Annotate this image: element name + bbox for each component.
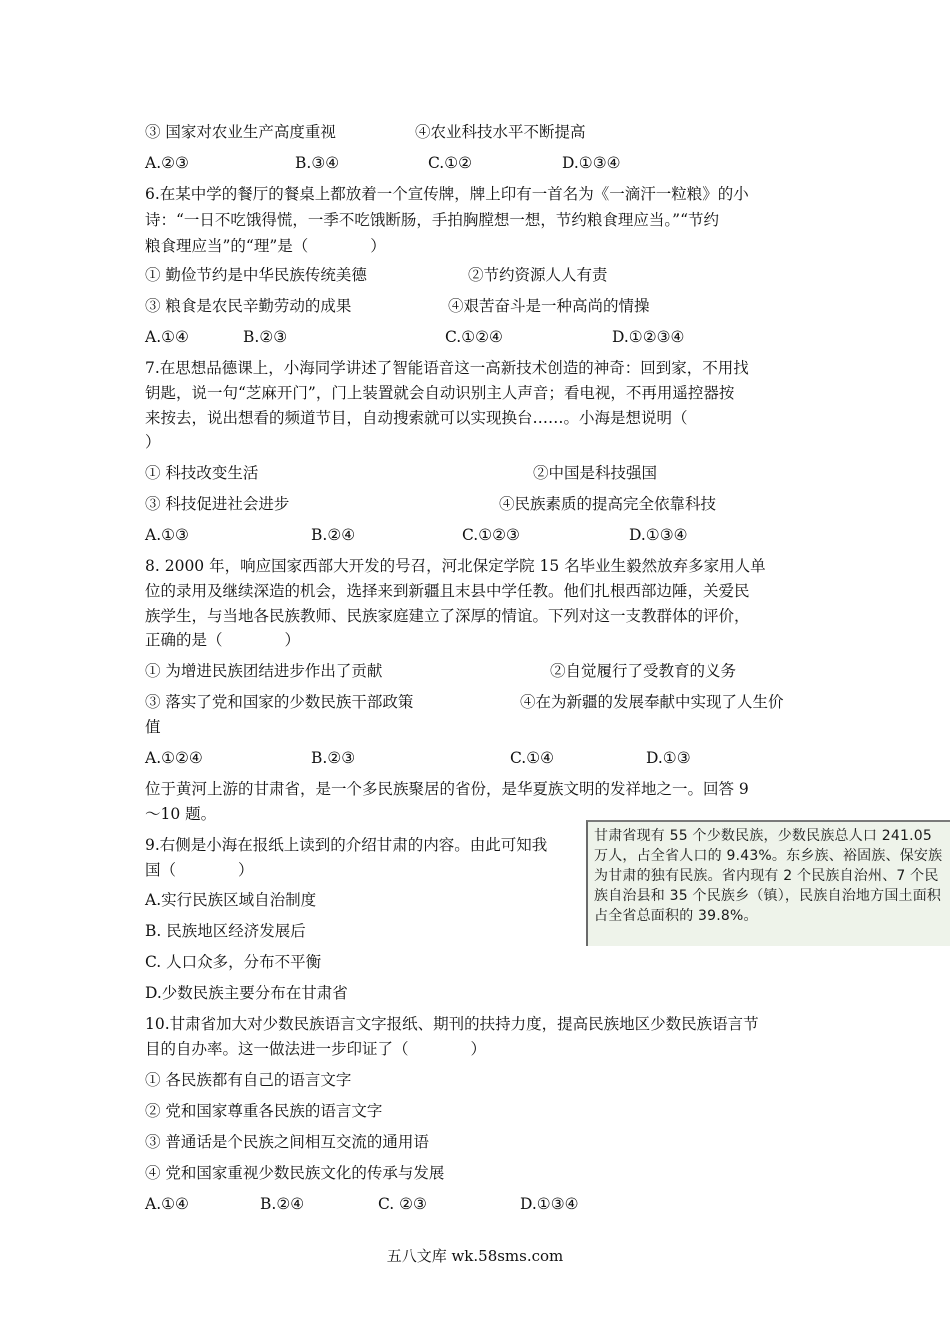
q10-option-d: D.①③④ [520, 1195, 579, 1213]
q5-option-a: A.②③ [145, 154, 189, 172]
q8-stem-line-1: 8. 2000 年，响应国家西部大开发的号召，河北保定学院 15 名毕业生毅然放弃多家用人单 [145, 557, 766, 575]
q10-option-a: A.①④ [145, 1195, 189, 1213]
q9-stem-line-1: 9.右侧是小海在报纸上读到的介绍甘肃的内容。由此可知我 [145, 836, 548, 854]
q10-item-2: ② 党和国家尊重各民族的语言文字 [145, 1102, 383, 1120]
q6-option-d: D.①②③④ [612, 328, 685, 346]
q8-option-c: C.①④ [510, 749, 555, 767]
q8-item-4-continued: 值 [145, 718, 161, 736]
q10-item-4: ④ 党和国家重视少数民族文化的传承与发展 [145, 1164, 445, 1182]
q10-option-b: B.②④ [260, 1195, 305, 1213]
q5-item-3: ③ 国家对农业生产高度重视 [145, 123, 336, 141]
intro-line-2: ～10 题。 [145, 805, 217, 823]
q9-option-b: B. 民族地区经济发展后 [145, 922, 306, 940]
q6-option-a: A.①④ [145, 328, 189, 346]
q8-stem-line-2: 位的录用及继续深造的机会，选择来到新疆且末县中学任教。他们扎根西部边陲，关爱民 [145, 582, 750, 600]
q6-item-2: ②节约资源人人有责 [468, 266, 608, 284]
q8-stem-line-3: 族学生，与当地各民族教师、民族家庭建立了深厚的情谊。下列对这一支教群体的评价， [145, 607, 750, 625]
q6-stem-line-2: 诗：“一日不吃饿得慌，一季不吃饿断肠，手拍胸膛想一想，节约粮食理应当。”“节约 [145, 211, 720, 229]
q6-stem-line-1: 6.在某中学的餐厅的餐桌上都放着一个宣传牌，牌上印有一首名为《一滴汗一粒粮》的小 [145, 185, 749, 203]
q7-stem-line-2: 钥匙，说一句“芝麻开门”，门上装置就会自动识别主人声音；看电视，不再用遥控器按 [145, 384, 735, 402]
q5-item-4: ④农业科技水平不断提高 [415, 123, 586, 141]
q9-option-c: C. 人口众多，分布不平衡 [145, 953, 322, 971]
q9-option-d: D.少数民族主要分布在甘肃省 [145, 984, 348, 1002]
q7-item-2: ②中国是科技强国 [533, 464, 658, 482]
intro-line-1: 位于黄河上游的甘肃省，是一个多民族聚居的省份，是华夏族文明的发祥地之一。回答 9 [145, 780, 749, 798]
q6-stem-line-3: 粮食理应当”的“理”是（ ） [145, 237, 386, 255]
q7-stem-line-3: 来按去，说出想看的频道节目，自动搜索就可以实现换台……。小海是想说明（ [145, 409, 688, 427]
q7-stem-line-4: ） [145, 433, 161, 451]
q8-item-4: ④在为新疆的发展奉献中实现了人生价 [520, 693, 784, 711]
newspaper-clipping [586, 820, 950, 946]
q8-option-a: A.①②④ [145, 749, 203, 767]
q9-option-a: A.实行民族区域自治制度 [145, 891, 317, 909]
q6-item-4: ④艰苦奋斗是一种高尚的情操 [448, 297, 650, 315]
q6-option-c: C.①②④ [445, 328, 503, 346]
q6-item-1: ① 勤俭节约是中华民族传统美德 [145, 266, 367, 284]
q6-option-b: B.②③ [243, 328, 288, 346]
q7-item-1: ① 科技改变生活 [145, 464, 259, 482]
q8-item-3: ③ 落实了党和国家的少数民族干部政策 [145, 693, 414, 711]
q7-option-d: D.①③④ [629, 526, 688, 544]
q5-option-c: C.①② [428, 154, 473, 172]
q9-stem-line-2: 国（ ） [145, 861, 254, 879]
q10-item-3: ③ 普通话是个民族之间相互交流的通用语 [145, 1133, 429, 1151]
q8-stem-line-4: 正确的是（ ） [145, 631, 301, 649]
q7-stem-line-1: 7.在思想品德课上，小海同学讲述了智能语音这一高新技术创造的神奇：回到家，不用找 [145, 359, 749, 377]
q5-option-b: B.③④ [295, 154, 340, 172]
q10-item-1: ① 各民族都有自己的语言文字 [145, 1071, 352, 1089]
q8-option-b: B.②③ [311, 749, 356, 767]
q10-stem-line-1: 10.甘肃省加大对少数民族语言文字报纸、期刊的扶持力度，提高民族地区少数民族语言节 [145, 1015, 759, 1033]
footer-watermark: 五八文库 wk.58sms.com [386, 1247, 564, 1265]
q10-stem-line-2: 目的自办率。这一做法进一步印证了（ ） [145, 1040, 487, 1058]
q8-item-2: ②自觉履行了受教育的义务 [550, 662, 737, 680]
q8-item-1: ① 为增进民族团结进步作出了贡献 [145, 662, 383, 680]
q10-option-c: C. ②③ [378, 1195, 427, 1213]
q7-option-a: A.①③ [145, 526, 189, 544]
q7-item-3: ③ 科技促进社会进步 [145, 495, 290, 513]
q5-option-d: D.①③④ [562, 154, 621, 172]
q7-option-c: C.①②③ [462, 526, 520, 544]
q7-item-4: ④民族素质的提高完全依靠科技 [499, 495, 717, 513]
q7-option-b: B.②④ [311, 526, 356, 544]
q8-option-d: D.①③ [646, 749, 691, 767]
clipping-text: 甘肃省现有 55 个少数民族，少数民族总人口 241.05 万人，占全省人口的 9.43%。东乡族、裕固族、保安族为甘肃的独有民族。省内现有 2 个民族自治州、7 个民族自治县和 35 个民族乡（镇），民族自治地方国土面积占全省总面积的 39.8%。 [594, 828, 943, 924]
q6-item-3: ③ 粮食是农民辛勤劳动的成果 [145, 297, 352, 315]
